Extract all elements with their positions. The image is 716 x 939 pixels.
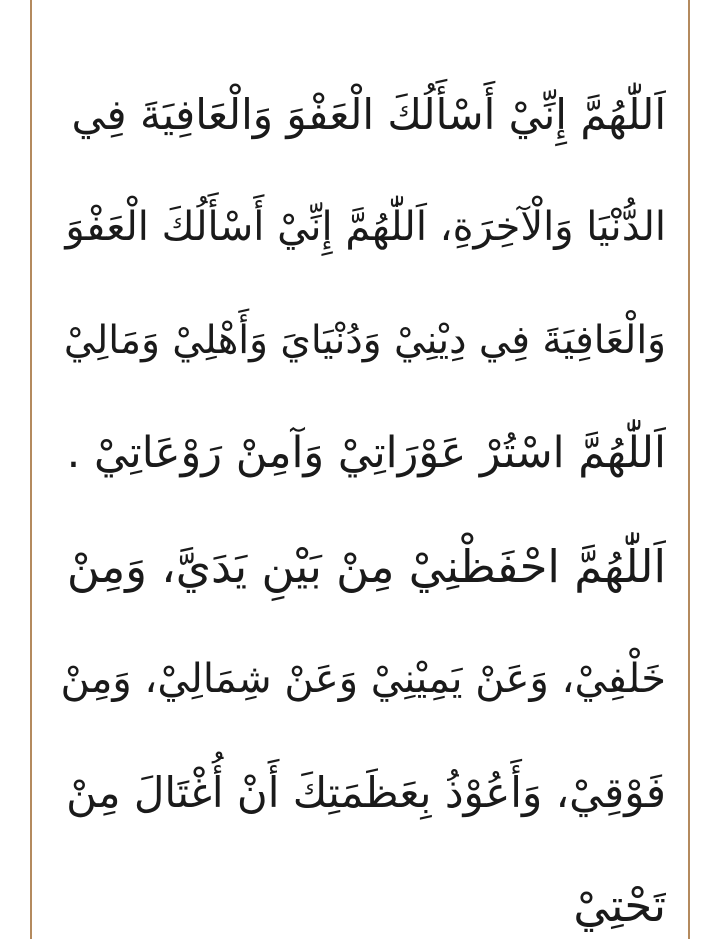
supplication-text bbox=[58, 58, 666, 939]
right-border-line bbox=[688, 0, 690, 939]
left-border-line bbox=[30, 0, 32, 939]
text-line: وَالْعَافِيَةَ فِي دِيْنِيْ وَدُنْيَايَ وَأَهْلِيْ وَمَالِيْ bbox=[63, 318, 666, 363]
text-line: اَللّٰهُمَّ احْفَظْنِيْ مِنْ بَيْنِ يَدَيَّ، وَمِنْ bbox=[66, 540, 666, 593]
text-line: فَوْقِيْ، وَأَعُوْذُ بِعَظَمَتِكَ أَنْ أُغْتَالَ مِنْ bbox=[66, 768, 666, 817]
text-line: اَللّٰهُمَّ إِنِّيْ أَسْأَلُكَ الْعَفْوَ وَالْعَافِيَةَ فِي bbox=[71, 90, 666, 139]
text-line: خَلْفِيْ، وَعَنْ يَمِيْنِيْ وَعَنْ شِمَالِيْ، وَمِنْ bbox=[60, 656, 666, 702]
text-line: تَحْتِيْ bbox=[573, 879, 666, 932]
text-line: اَللّٰهُمَّ اسْتُرْ عَوْرَاتِيْ وَآمِنْ رَوْعَاتِيْ . bbox=[66, 428, 666, 478]
text-line: الدُّنْيَا وَالْآخِرَةِ، اَللّٰهُمَّ إِنِّيْ أَسْأَلُكَ الْعَفْوَ bbox=[65, 204, 666, 250]
